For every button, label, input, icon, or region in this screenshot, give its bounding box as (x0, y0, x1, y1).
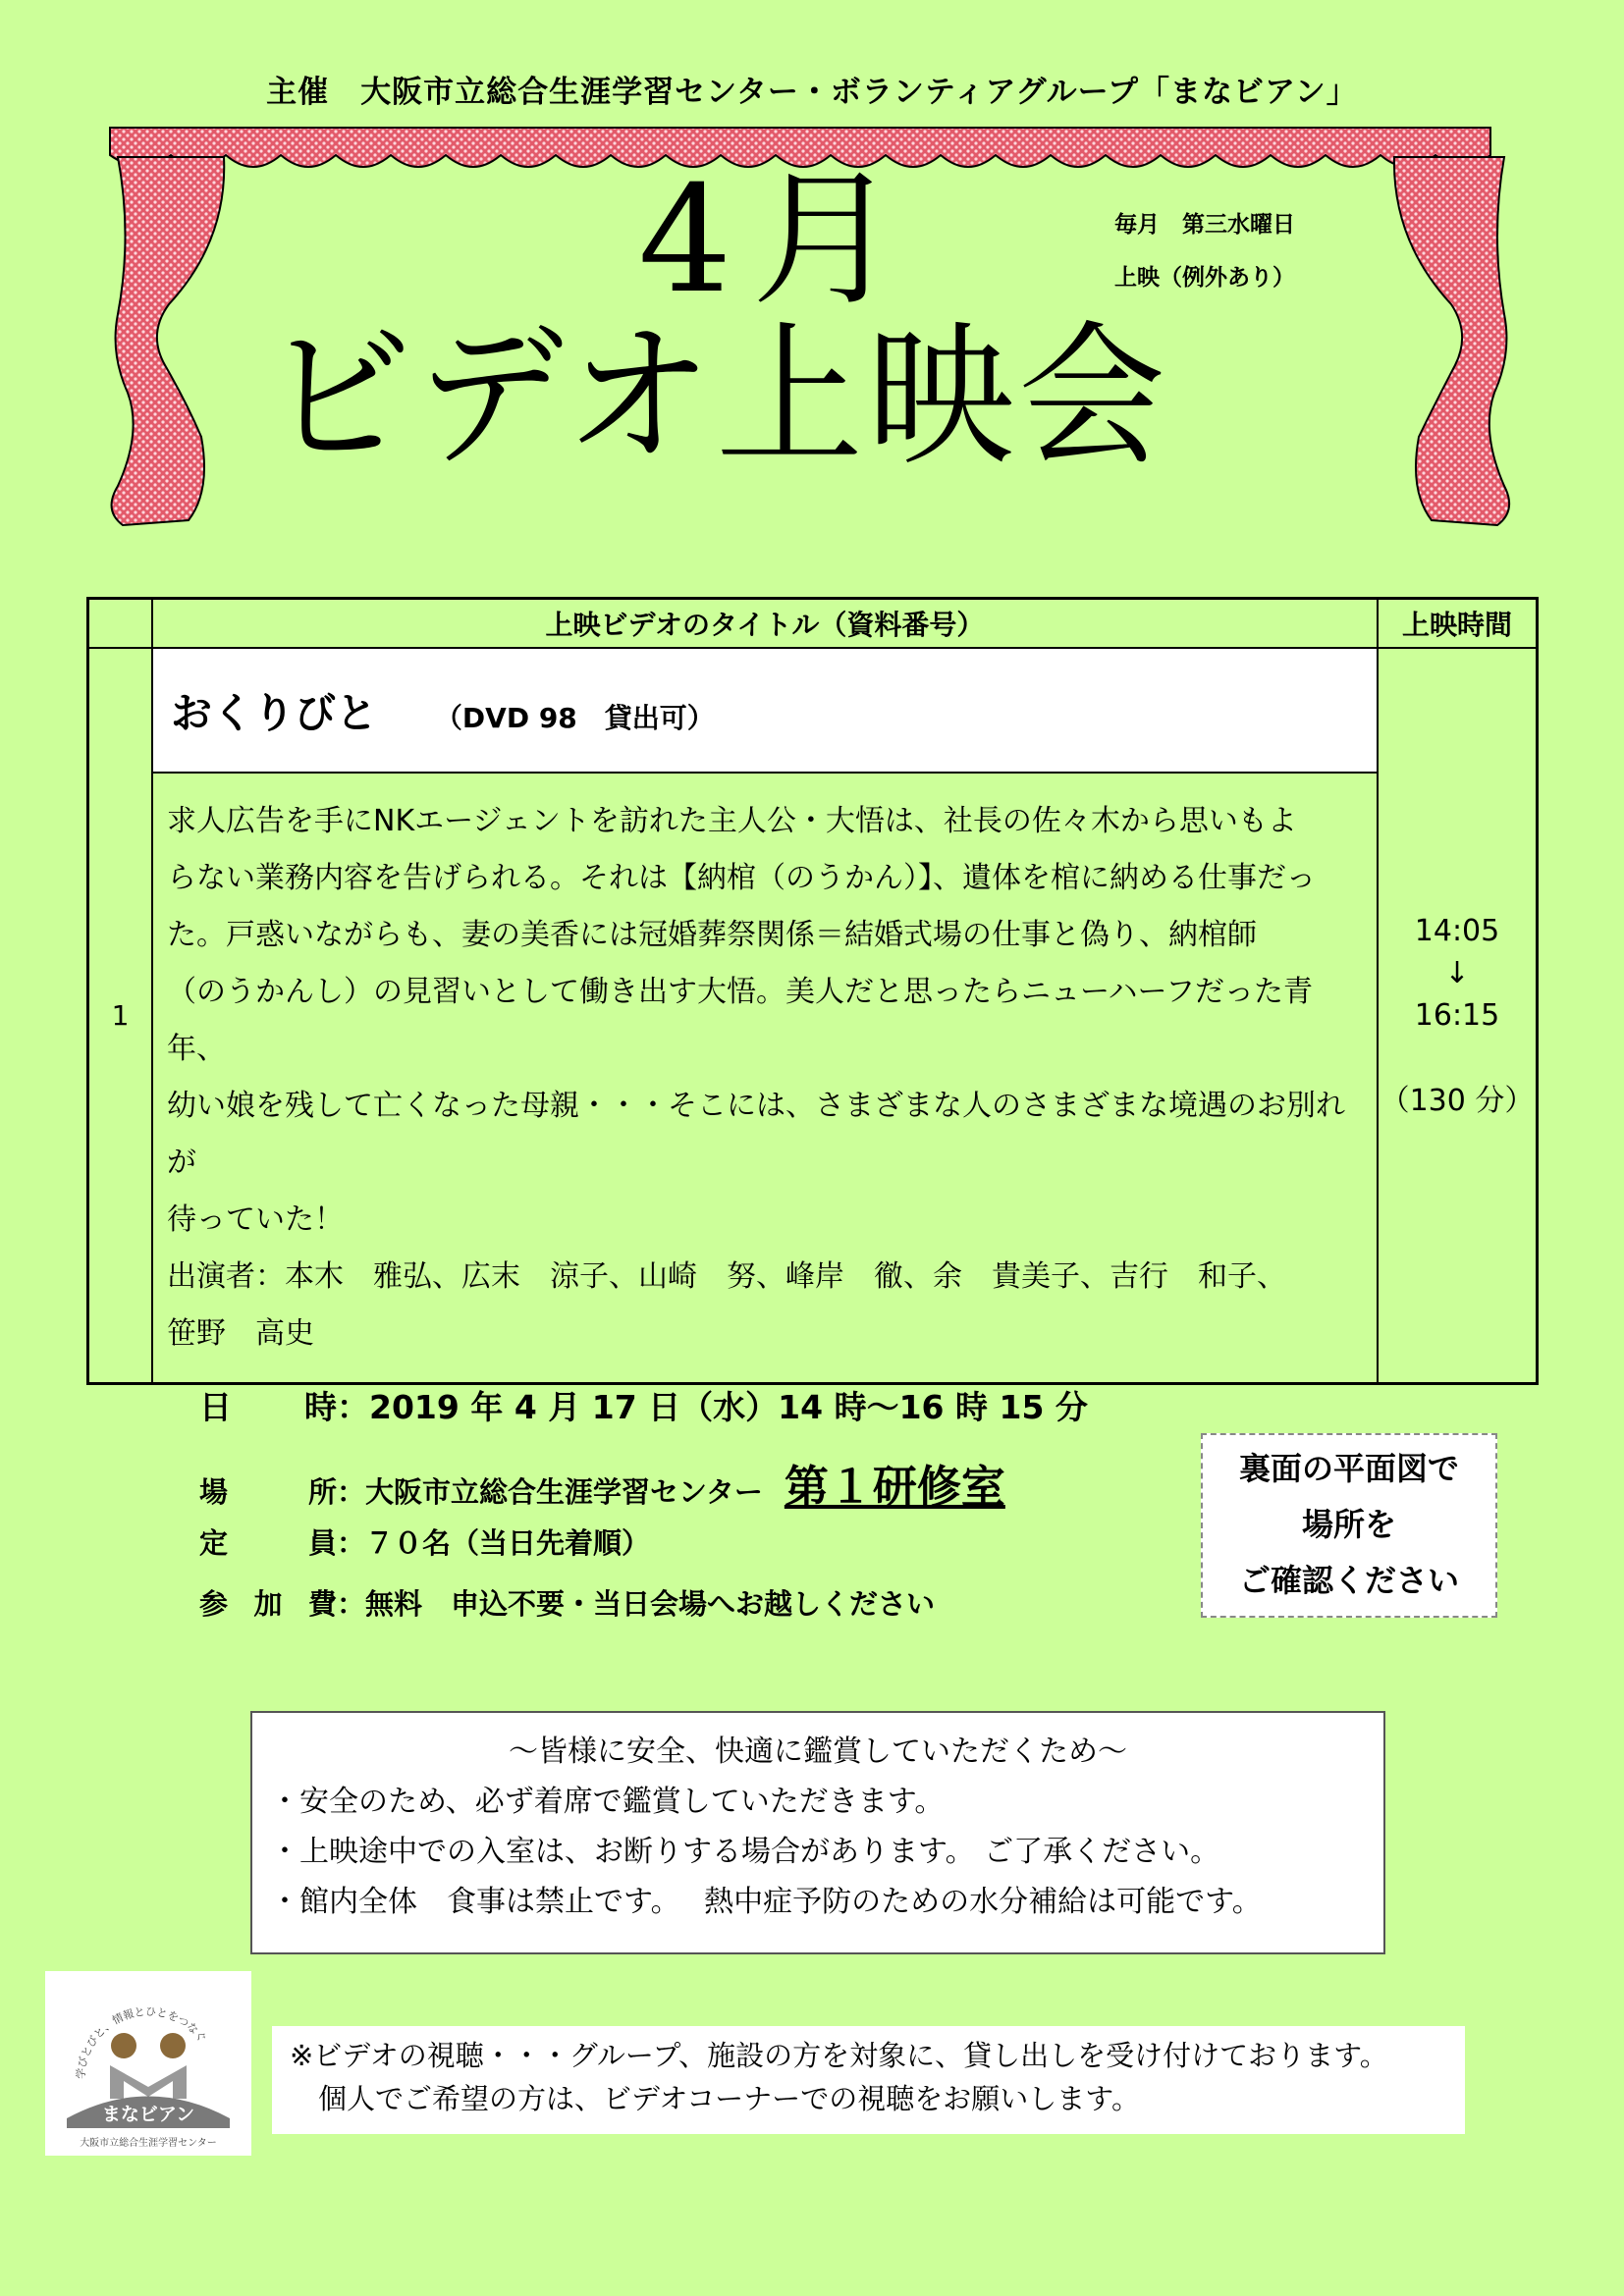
cast-line: 出演者：本木 雅弘、広末 涼子、山崎 努、峰岸 徹、余 貴美子、吉行 和子、 (167, 1259, 1286, 1294)
end-time: 16:15 (1414, 997, 1500, 1033)
description-line: （のうかんし）の見習いとして働き出す大悟。美人だと思ったらニューハーフだった青年、 (167, 975, 1313, 1066)
logo-caption: 大阪市立総合生涯学習センター (80, 2138, 217, 2149)
header-title-cell: 上映ビデオのタイトル（資料番号） (152, 599, 1378, 649)
manabian-logo (45, 1971, 251, 2156)
rule-item: ・安全のため、必ず着席で鑑賞していただきます。 (270, 1785, 945, 1819)
fee-label: 参加費 (199, 1587, 337, 1621)
info-datetime (199, 1382, 1088, 1428)
place-value: ：大阪市立総合生涯学習センター (337, 1475, 763, 1509)
info-place (199, 1451, 1005, 1515)
duration: （130 分） (1380, 1083, 1535, 1118)
organizer-line: 主催 大阪市立総合生涯学習センター・ボランティアグループ「まなビアン」 (266, 75, 1358, 110)
description-line: た。戸惑いながらも、妻の美香には冠婚葬祭関係＝結婚式場の仕事と偽り、納棺師 (167, 918, 1257, 952)
table-row (88, 648, 1538, 773)
schedule-line-1: 毎月 第三水曜日 (1114, 212, 1295, 238)
logo-arc-text (75, 2005, 209, 2079)
table-header-row (88, 599, 1538, 649)
notice-line: ご確認ください (1238, 1562, 1459, 1599)
logo-person-right-icon (160, 2033, 186, 2058)
rules-heading: ～皆様に安全、快適に鑑賞していただくため～ (509, 1735, 1127, 1769)
capacity-value: ：７０名（当日先着順） (337, 1526, 651, 1560)
logo-image (45, 1971, 251, 2156)
header-time-cell: 上映時間 (1378, 599, 1538, 649)
curtain-right-drape (1394, 157, 1509, 525)
description-line: 幼い娘を残して亡くなった母親・・・そこには、さまざまな人のさまざまな境遇のお別れが (167, 1089, 1345, 1180)
logo-name: まなビアン (101, 2104, 195, 2125)
viewing-rules (250, 1711, 1385, 1954)
description-line: 待っていた！ (167, 1202, 344, 1237)
video-description (152, 773, 1378, 1384)
curtain-left-drape (112, 157, 225, 525)
description-line: らない業務内容を告げられる。それは【納棺（のうかん）】、遺体を棺に納める仕事だっ (167, 861, 1316, 895)
lending-note (272, 2026, 1465, 2134)
floor-plan-notice (1201, 1433, 1497, 1618)
rule-item: ・上映途中での入室は、お断りする場合があります。 ご了承ください。 (270, 1835, 1220, 1869)
screening-time (1378, 648, 1538, 1384)
logo-person-left-icon (111, 2033, 136, 2058)
lending-line: ※ビデオの視聴・・・グループ、施設の方を対象に、貸し出しを受け付けております。 (290, 2039, 1388, 2072)
datetime-value: ：2019 年 4 月 17 日（水）14 時～16 時 15 分 (337, 1388, 1088, 1426)
logo-m-icon (110, 2065, 187, 2099)
arrow-down-icon: ↓ (1444, 955, 1470, 990)
title-month: 4月 (638, 155, 919, 326)
room-name: 第１研修室 (784, 1461, 1005, 1513)
schedule-note (1114, 198, 1295, 304)
rule-item: ・館内全体 食事は禁止です。 熱中症予防のための水分補給は可能です。 (270, 1885, 1262, 1919)
lending-line: 個人でご希望の方は、ビデオコーナーでの視聴をお願いします。 (290, 2082, 1140, 2115)
video-catalog-info: （DVD 98 貸出可） (434, 701, 715, 734)
program-table (86, 597, 1539, 1385)
logo-arc-path: 学びとびと、情報とひとをつなぐ (74, 2004, 209, 2080)
video-title: おくりびと (171, 688, 378, 737)
header-number-cell (88, 599, 153, 649)
row-number: 1 (88, 648, 153, 1384)
fee-value: ：無料 申込不要・当日会場へお越しください (337, 1587, 936, 1621)
table-row-description (88, 773, 1538, 1384)
description-line: 求人広告を手にNKエージェントを訪れた主人公・大悟は、社長の佐々木から思いもよ (167, 804, 1297, 838)
info-capacity (199, 1522, 650, 1562)
datetime-label: 日 時 (199, 1388, 337, 1426)
page-title: ビデオ上映会 (265, 307, 1170, 488)
place-label: 場 所 (199, 1475, 337, 1509)
schedule-line-2: 上映（例外あり） (1114, 265, 1295, 291)
start-time: 14:05 (1414, 913, 1500, 948)
notice-line: 裏面の平面図で (1238, 1450, 1459, 1487)
info-fee (199, 1582, 935, 1623)
cast-line: 笹野 高史 (167, 1316, 314, 1351)
video-title-cell (152, 648, 1378, 773)
capacity-label: 定 員 (199, 1526, 337, 1560)
notice-line: 場所を (1301, 1506, 1396, 1543)
